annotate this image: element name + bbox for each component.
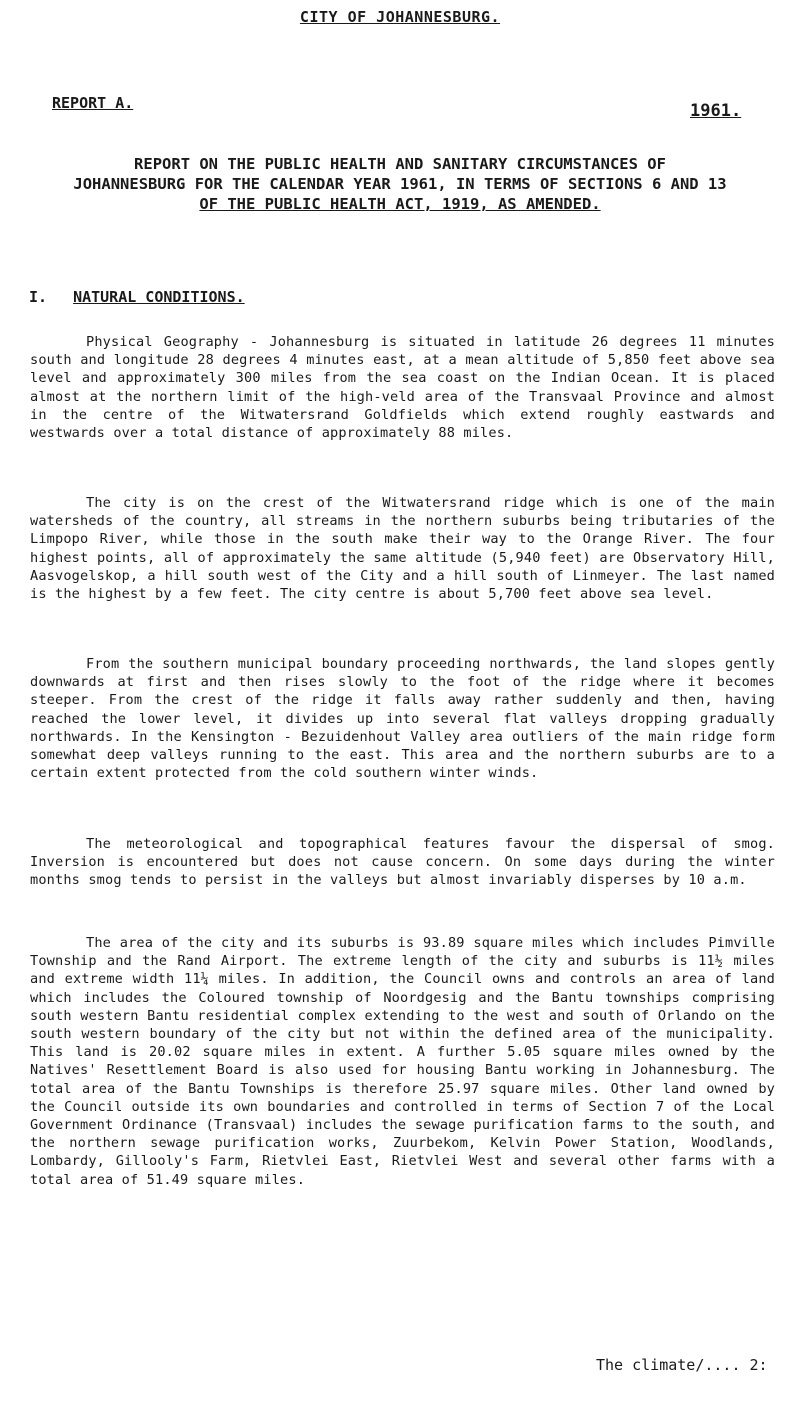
paragraph-city-area: The area of the city and its suburbs is 93.89 square miles which includes Pimville Township and the Rand Airport. The extreme length of the city and suburbs is 11½ miles and extreme width 11¼ miles. In addition, the Council owns and controls an area of land which includes the Coloured township of Noordgesig and the Bantu townships comprising south western Bantu residential complex extending to the west and south of Orlando on the south western boundary of the city but not within the defined area of the municipality. This land is 20.02 square miles in extent. A further 5.05 square miles owned by the Natives' Resettlement Board is also used for housing Bantu working in Johannesburg. The total area of the Bantu Townships is therefore 25.97 square miles. Other land owned by the Council outside its own boundaries and controlled in terms of Section 7 of the Local Government Ordinance (Transvaal) includes the sewage purification farms to the south, and the northern sewage purification works, Zuurbekom, Kelvin Power Station, Woodlands, Lombardy, Gillooly's Farm, Rietvlei East, Rietvlei West and several other farms with a total area of 51.49 square miles. xyxy=(30,935,775,1188)
page-continuation: The climate/.... 2: xyxy=(596,1356,768,1374)
report-title-line-2: JOHANNESBURG FOR THE CALENDAR YEAR 1961, IN TERMS OF SECTIONS 6 AND 13 xyxy=(73,175,727,193)
report-title-line-3: OF THE PUBLIC HEALTH ACT, 1919, AS AMENDED. xyxy=(199,195,601,213)
paragraph-meteorology: The meteorological and topographical features favour the dispersal of smog. Inversion is encountered but does not cause concern. On some days during the winter months smog tends to persist in the valleys but almost invariably disperses by 10 a.m. xyxy=(30,836,775,889)
report-title-line-1: REPORT ON THE PUBLIC HEALTH AND SANITARY CIRCUMSTANCES OF xyxy=(134,155,666,173)
paragraph-land-slopes: From the southern municipal boundary proceeding northwards, the land slopes gently downwards at first and then rises slowly to the foot of the ridge where it becomes steeper. From the crest of the ridge it falls away rather suddenly and then, having reached the lower level, it divides up into several flat valleys dropping gradually northwards. In the Kensington - Bezuidenhout Valley area outliers of the main ridge form somewhat deep valleys running to the east. This area and the northern suburbs are to a certain extent protected from the cold southern winter winds. xyxy=(30,656,775,782)
section-heading xyxy=(29,288,245,306)
paragraph-witwatersrand-ridge: The city is on the crest of the Witwatersrand ridge which is one of the main watersheds of the country, all streams in the northern suburbs being tributaries of the Limpopo River, while those in the south make their way to the Orange River. The four highest points, all of approximately the same altitude (5,940 feet) are Observatory Hill, Aasvogelskop, a hill south west of the City and a hill south of Linmeyer. The last named is the highest by a few feet. The city centre is about 5,700 feet above sea level. xyxy=(30,495,775,603)
report-label: REPORT A. xyxy=(52,94,134,112)
city-heading: CITY OF JOHANNESBURG. xyxy=(299,8,501,26)
section-number: I. xyxy=(29,288,48,306)
report-year: 1961. xyxy=(690,101,742,121)
section-title: NATURAL CONDITIONS. xyxy=(73,288,245,306)
report-title xyxy=(30,154,770,214)
paragraph-physical-geography: Physical Geography - Johannesburg is situated in latitude 26 degrees 11 minutes south and longitude 28 degrees 4 minutes east, at a mean altitude of 5,850 feet above sea level and approximately 300 miles from the sea coast on the Indian Ocean. It is placed almost at the northern limit of the high-veld area of the Transvaal Province and almost in the centre of the Witwatersrand Goldfields which extend roughly eastwards and westwards over a total distance of approximately 88 miles. xyxy=(30,334,775,442)
